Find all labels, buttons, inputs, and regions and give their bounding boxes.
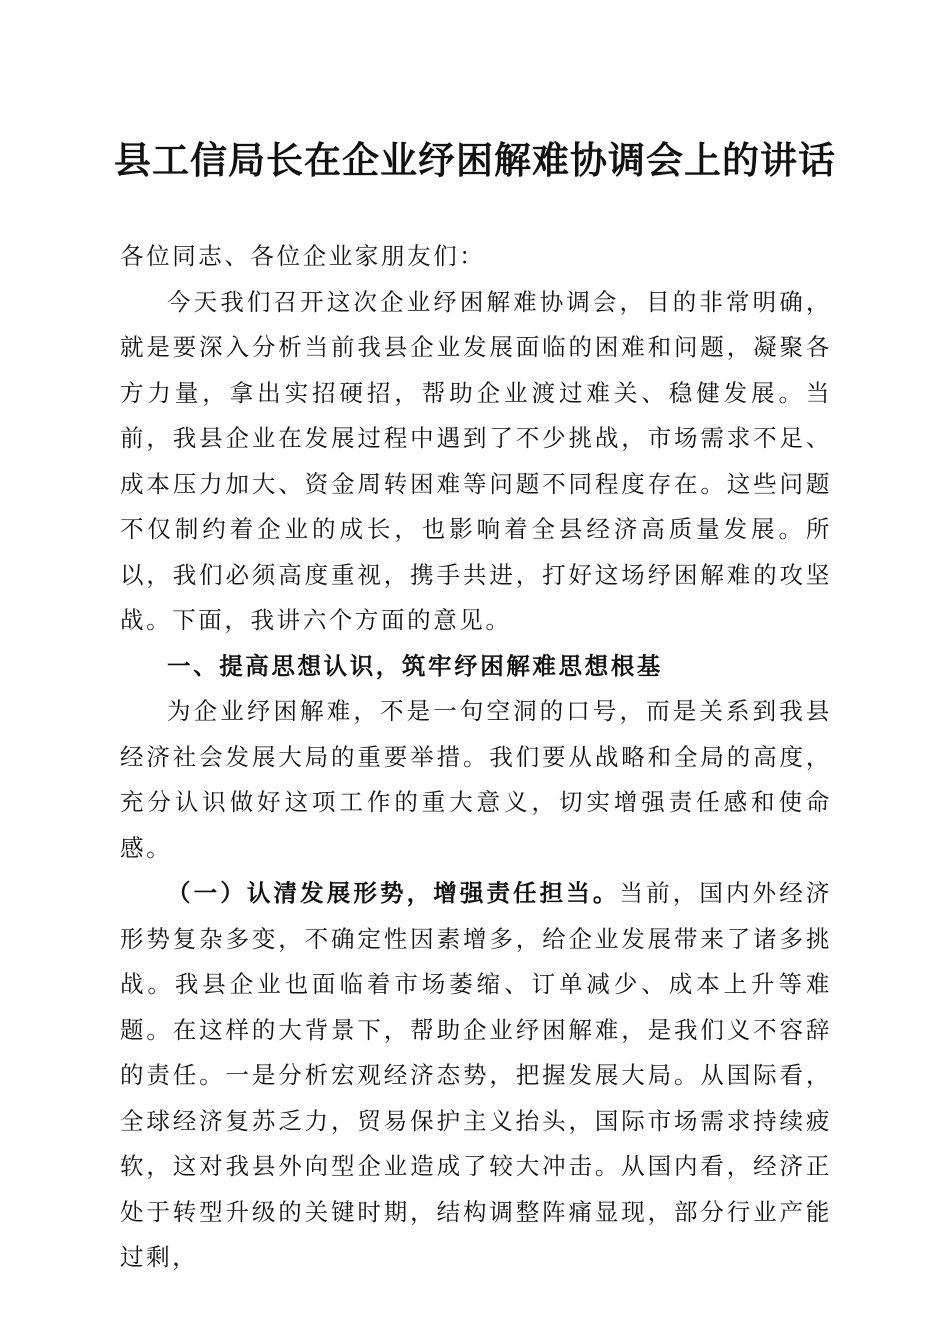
paragraph-section1: 为企业纾困解难，不是一句空洞的口号，而是关系到我县经济社会发展大局的重要举措。我们要从战略和全局的高度，充分认识做好这项工作的重大意义，切实增强责任感和使命感。	[120, 697, 832, 862]
section-heading-1: 一、提高思想认识，筑牢纾困解难思想根基	[167, 651, 663, 680]
subsection-text-1: 当前，国内外经济形势复杂多变，不确定性因素增多，给企业发展带来了诸多挑战。我县企业也面临着市场萎缩、订单减少、成本上升等难题。在这样的大背景下，帮助企业纾困解难，是我们义不容辞的责任。一是分析宏观经济态势，把握发展大局。从国际看，全球经济复苏乏力，贸易保护主义抬头，国际市场需求持续疲软，这对我县外向型企业造成了较大冲击。从国内看，经济正处于转型升级的关键时期，结构调整阵痛显现，部分行业产能过剩，	[120, 879, 832, 1271]
paragraph-intro: 今天我们召开这次企业纾困解难协调会，目的非常明确，就是要深入分析当前我县企业发展面临的困难和问题，凝聚各方力量，拿出实招硬招，帮助企业渡过难关、稳健发展。当前，我县企业在发展过程中遇到了不少挑战，市场需求不足、成本压力加大、资金周转困难等问题不同程度存在。这些问题不仅制约着企业的成长，也影响着全县经济高质量发展。所以，我们必须高度重视，携手共进，打好这场纾困解难的攻坚战。下面，我讲六个方面的意见。	[120, 287, 832, 634]
salutation: 各位同志、各位企业家朋友们：	[120, 242, 486, 270]
document-body	[120, 234, 832, 1281]
subsection-heading-1: （一）认清发展形势，增强责任担当。	[167, 879, 620, 907]
paragraph-subsection1	[120, 871, 832, 1281]
document-title: 县工信局长在企业纾困解难协调会上的讲话	[114, 138, 836, 182]
